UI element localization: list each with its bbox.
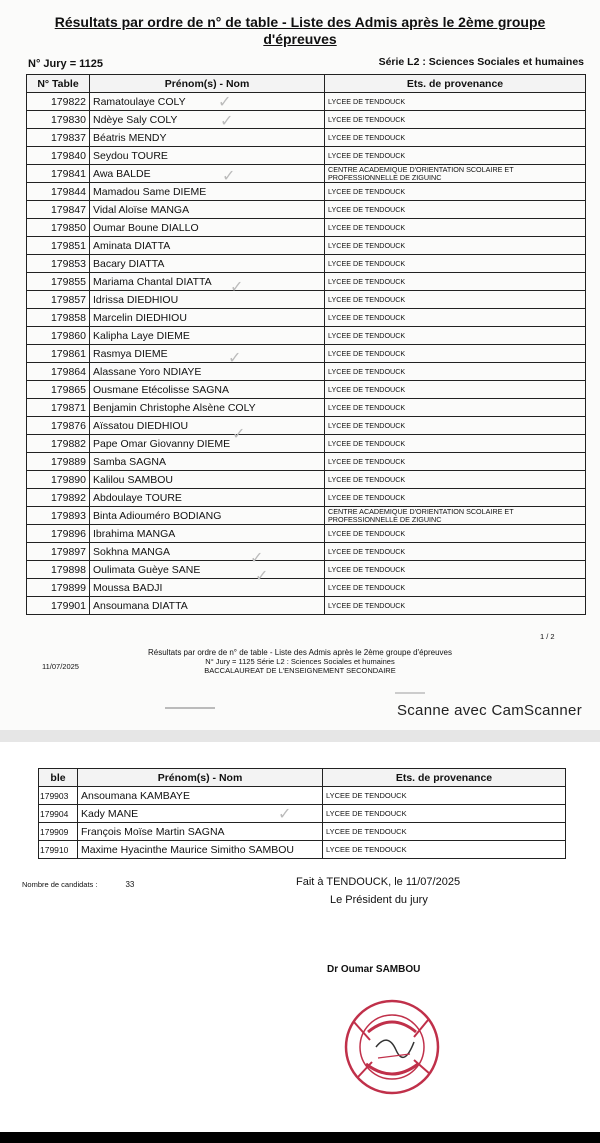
jury-number: N° Jury = 1125 xyxy=(28,58,104,70)
page-separator xyxy=(0,730,600,742)
table-number-cell: 179840 xyxy=(27,147,90,165)
table-number-cell: 179890 xyxy=(27,471,90,489)
candidate-count-value: 33 xyxy=(125,880,135,889)
table-number-cell: 179858 xyxy=(27,309,90,327)
school-cell: LYCEE DE TENDOUCK xyxy=(323,805,566,823)
table-row xyxy=(27,435,586,453)
table-header-row xyxy=(27,75,586,93)
handwritten-mark: ✓ xyxy=(255,568,269,585)
candidate-name-cell: Marcelin DIEDHIOU xyxy=(90,309,325,327)
table-row xyxy=(27,597,586,615)
scan-artifact xyxy=(165,707,215,709)
table-row xyxy=(27,489,586,507)
table-number-cell: 179882 xyxy=(27,435,90,453)
table-number-cell: 179903 xyxy=(39,787,78,805)
table-number-cell: 179857 xyxy=(27,291,90,309)
school-cell: LYCEE DE TENDOUCK xyxy=(325,93,586,111)
header-school: Ets. de provenance xyxy=(323,769,566,787)
table-row xyxy=(27,417,586,435)
table-number-cell: 179899 xyxy=(27,579,90,597)
school-cell: LYCEE DE TENDOUCK xyxy=(325,111,586,129)
school-cell: LYCEE DE TENDOUCK xyxy=(325,273,586,291)
table-number-cell: 179876 xyxy=(27,417,90,435)
school-cell: LYCEE DE TENDOUCK xyxy=(325,309,586,327)
candidate-name-cell: Binta Adiouméro BODIANG xyxy=(90,507,325,525)
school-cell: LYCEE DE TENDOUCK xyxy=(325,219,586,237)
page-footer xyxy=(130,648,470,675)
school-cell: LYCEE DE TENDOUCK xyxy=(325,183,586,201)
table-number-cell: 179898 xyxy=(27,561,90,579)
table-row xyxy=(27,345,586,363)
candidate-name-cell: Bacary DIATTA xyxy=(90,255,325,273)
table-number-cell: 179822 xyxy=(27,93,90,111)
table-number-cell: 179853 xyxy=(27,255,90,273)
header-school: Ets. de provenance xyxy=(325,75,586,93)
table-number-cell: 179841 xyxy=(27,165,90,183)
university-stamp xyxy=(340,992,444,1102)
header-table-number: N° Table xyxy=(27,75,90,93)
school-cell: CENTRE ACADEMIQUE D'ORIENTATION SCOLAIRE ET PROFESSIONNELLE DE ZIGUINC xyxy=(325,507,586,525)
candidate-name-cell: Sokhna MANGA xyxy=(90,543,325,561)
candidate-name-cell: Kady MANE xyxy=(78,805,323,823)
table-row xyxy=(39,841,566,859)
table-row xyxy=(27,291,586,309)
table-number-cell: 179897 xyxy=(27,543,90,561)
table-row xyxy=(39,823,566,841)
table-row xyxy=(27,507,586,525)
school-cell: LYCEE DE TENDOUCK xyxy=(325,381,586,399)
school-cell: LYCEE DE TENDOUCK xyxy=(325,255,586,273)
table-row xyxy=(27,381,586,399)
table-row xyxy=(27,147,586,165)
school-cell: LYCEE DE TENDOUCK xyxy=(323,823,566,841)
table-number-cell: 179837 xyxy=(27,129,90,147)
candidate-name-cell: Ibrahima MANGA xyxy=(90,525,325,543)
table-row xyxy=(27,579,586,597)
table-row xyxy=(27,453,586,471)
school-cell: LYCEE DE TENDOUCK xyxy=(325,417,586,435)
table-row xyxy=(27,399,586,417)
signer-name: Dr Oumar SAMBOU xyxy=(327,964,421,975)
table-number-cell: 179892 xyxy=(27,489,90,507)
candidate-name-cell: Seydou TOURE xyxy=(90,147,325,165)
table-row xyxy=(27,183,586,201)
table-number-cell: 179896 xyxy=(27,525,90,543)
table-number-cell: 179910 xyxy=(39,841,78,859)
handwritten-mark: ✓ xyxy=(230,279,244,296)
table-row xyxy=(27,543,586,561)
table-number-cell: 179860 xyxy=(27,327,90,345)
table-row xyxy=(27,561,586,579)
footer-line-3: BACCALAUREAT DE L'ENSEIGNEMENT SECONDAIRE xyxy=(204,666,396,675)
school-cell: LYCEE DE TENDOUCK xyxy=(325,327,586,345)
table-number-cell: 179864 xyxy=(27,363,90,381)
table-header-row xyxy=(39,769,566,787)
candidate-name-cell: Idrissa DIEDHIOU xyxy=(90,291,325,309)
school-cell: LYCEE DE TENDOUCK xyxy=(325,543,586,561)
table-row xyxy=(27,111,586,129)
candidate-name-cell: Oumar Boune DIALLO xyxy=(90,219,325,237)
table-number-cell: 179850 xyxy=(27,219,90,237)
candidate-name-cell: Mariama Chantal DIATTA xyxy=(90,273,325,291)
candidate-name-cell: Abdoulaye TOURE xyxy=(90,489,325,507)
school-cell: LYCEE DE TENDOUCK xyxy=(325,561,586,579)
candidate-name-cell: Mamadou Same DIEME xyxy=(90,183,325,201)
table-row xyxy=(27,327,586,345)
table-row xyxy=(27,129,586,147)
table-number-cell: 179855 xyxy=(27,273,90,291)
bottom-bar xyxy=(0,1132,600,1143)
admitted-table-page-1 xyxy=(26,74,586,615)
school-cell: LYCEE DE TENDOUCK xyxy=(325,525,586,543)
page-number: 1 / 2 xyxy=(540,632,555,641)
header-name: Prénom(s) - Nom xyxy=(78,769,323,787)
table-number-cell: 179844 xyxy=(27,183,90,201)
candidate-name-cell: Maxime Hyacinthe Maurice Simitho SAMBOU xyxy=(78,841,323,859)
list-title: Résultats par ordre de n° de table - Liste des Admis après le 2ème groupe d'épreuves xyxy=(54,14,546,47)
school-cell: CENTRE ACADEMIQUE D'ORIENTATION SCOLAIRE ET PROFESSIONNELLE DE ZIGUINC xyxy=(325,165,586,183)
handwritten-mark: ✓ xyxy=(250,550,264,567)
candidate-name-cell: Rasmya DIEME xyxy=(90,345,325,363)
school-cell: LYCEE DE TENDOUCK xyxy=(325,471,586,489)
candidate-name-cell: Vidal Aloïse MANGA xyxy=(90,201,325,219)
table-number-cell: 179861 xyxy=(27,345,90,363)
school-cell: LYCEE DE TENDOUCK xyxy=(325,435,586,453)
candidate-name-cell: Ndèye Saly COLY xyxy=(90,111,325,129)
admitted-table-page-2 xyxy=(38,768,566,859)
table-row xyxy=(27,237,586,255)
table-row xyxy=(39,805,566,823)
candidate-count xyxy=(22,880,134,889)
scan-artifact xyxy=(395,692,425,694)
candidate-name-cell: Samba SAGNA xyxy=(90,453,325,471)
footer-line-1: Résultats par ordre de n° de table - Liste des Admis après le 2ème groupe d'épreuves xyxy=(147,648,452,657)
table-number-cell: 179830 xyxy=(27,111,90,129)
table-row xyxy=(27,363,586,381)
candidate-name-cell: Benjamin Christophe Alsène COLY xyxy=(90,399,325,417)
candidate-name-cell: Pape Omar Giovanny DIEME xyxy=(90,435,325,453)
handwritten-mark: ✓ xyxy=(218,94,232,111)
school-cell: LYCEE DE TENDOUCK xyxy=(325,399,586,417)
handwritten-mark: ✓ xyxy=(220,113,234,130)
table-number-cell: 179871 xyxy=(27,399,90,417)
candidate-name-cell: Aminata DIATTA xyxy=(90,237,325,255)
footer-line-2: N° Jury = 1125 Série L2 : Sciences Sociales et humaines xyxy=(205,657,395,666)
camscanner-watermark: Scanne avec CamScanner xyxy=(396,702,582,719)
candidate-name-cell: François Moïse Martin SAGNA xyxy=(78,823,323,841)
table-row xyxy=(39,787,566,805)
header-table-number: ble xyxy=(39,769,78,787)
table-row xyxy=(27,93,586,111)
table-row xyxy=(27,165,586,183)
header-name: Prénom(s) - Nom xyxy=(90,75,325,93)
table-number-cell: 179847 xyxy=(27,201,90,219)
table-number-cell: 179901 xyxy=(27,597,90,615)
school-cell: LYCEE DE TENDOUCK xyxy=(325,597,586,615)
table-row xyxy=(27,525,586,543)
candidate-name-cell: Béatris MENDY xyxy=(90,129,325,147)
table-row xyxy=(27,219,586,237)
candidate-name-cell: Alassane Yoro NDIAYE xyxy=(90,363,325,381)
table-row xyxy=(27,471,586,489)
president-label: Le Président du jury xyxy=(330,894,428,906)
print-date: 11/07/2025 xyxy=(42,662,79,671)
place-date-line: Fait à TENDOUCK, le 11/07/2025 xyxy=(296,876,461,888)
candidate-name-cell: Oulimata Guèye SANE xyxy=(90,561,325,579)
school-cell: LYCEE DE TENDOUCK xyxy=(325,237,586,255)
table-row xyxy=(27,201,586,219)
serie-label: Série L2 : Sciences Sociales et humaines xyxy=(378,56,584,68)
table-number-cell: 179893 xyxy=(27,507,90,525)
handwritten-mark: ✓ xyxy=(278,806,292,823)
school-cell: LYCEE DE TENDOUCK xyxy=(325,147,586,165)
candidate-name-cell: Awa BALDE xyxy=(90,165,325,183)
candidate-name-cell: Aïssatou DIEDHIOU xyxy=(90,417,325,435)
table-row xyxy=(27,255,586,273)
table-row xyxy=(27,273,586,291)
table-number-cell: 179851 xyxy=(27,237,90,255)
table-row xyxy=(27,309,586,327)
school-cell: LYCEE DE TENDOUCK xyxy=(323,787,566,805)
table-number-cell: 179904 xyxy=(39,805,78,823)
candidate-name-cell: Ansoumana KAMBAYE xyxy=(78,787,323,805)
school-cell: LYCEE DE TENDOUCK xyxy=(325,579,586,597)
candidate-count-label: Nombre de candidats : xyxy=(22,880,98,889)
school-cell: LYCEE DE TENDOUCK xyxy=(325,489,586,507)
handwritten-mark: ✓ xyxy=(228,350,242,367)
school-cell: LYCEE DE TENDOUCK xyxy=(325,291,586,309)
table-number-cell: 179889 xyxy=(27,453,90,471)
school-cell: LYCEE DE TENDOUCK xyxy=(325,129,586,147)
school-cell: LYCEE DE TENDOUCK xyxy=(325,453,586,471)
school-cell: LYCEE DE TENDOUCK xyxy=(325,201,586,219)
scanned-page-2 xyxy=(0,742,600,1132)
table-number-cell: 179865 xyxy=(27,381,90,399)
school-cell: LYCEE DE TENDOUCK xyxy=(325,345,586,363)
handwritten-mark: ✓ xyxy=(222,168,236,185)
school-cell: LYCEE DE TENDOUCK xyxy=(323,841,566,859)
candidate-name-cell: Kalilou SAMBOU xyxy=(90,471,325,489)
candidate-name-cell: Moussa BADJI xyxy=(90,579,325,597)
candidate-name-cell: Ousmane Etécolisse SAGNA xyxy=(90,381,325,399)
table-number-cell: 179909 xyxy=(39,823,78,841)
candidate-name-cell: Ramatoulaye COLY xyxy=(90,93,325,111)
school-cell: LYCEE DE TENDOUCK xyxy=(325,363,586,381)
handwritten-mark: ✓ xyxy=(232,426,246,443)
candidate-name-cell: Kalipha Laye DIEME xyxy=(90,327,325,345)
candidate-name-cell: Ansoumana DIATTA xyxy=(90,597,325,615)
